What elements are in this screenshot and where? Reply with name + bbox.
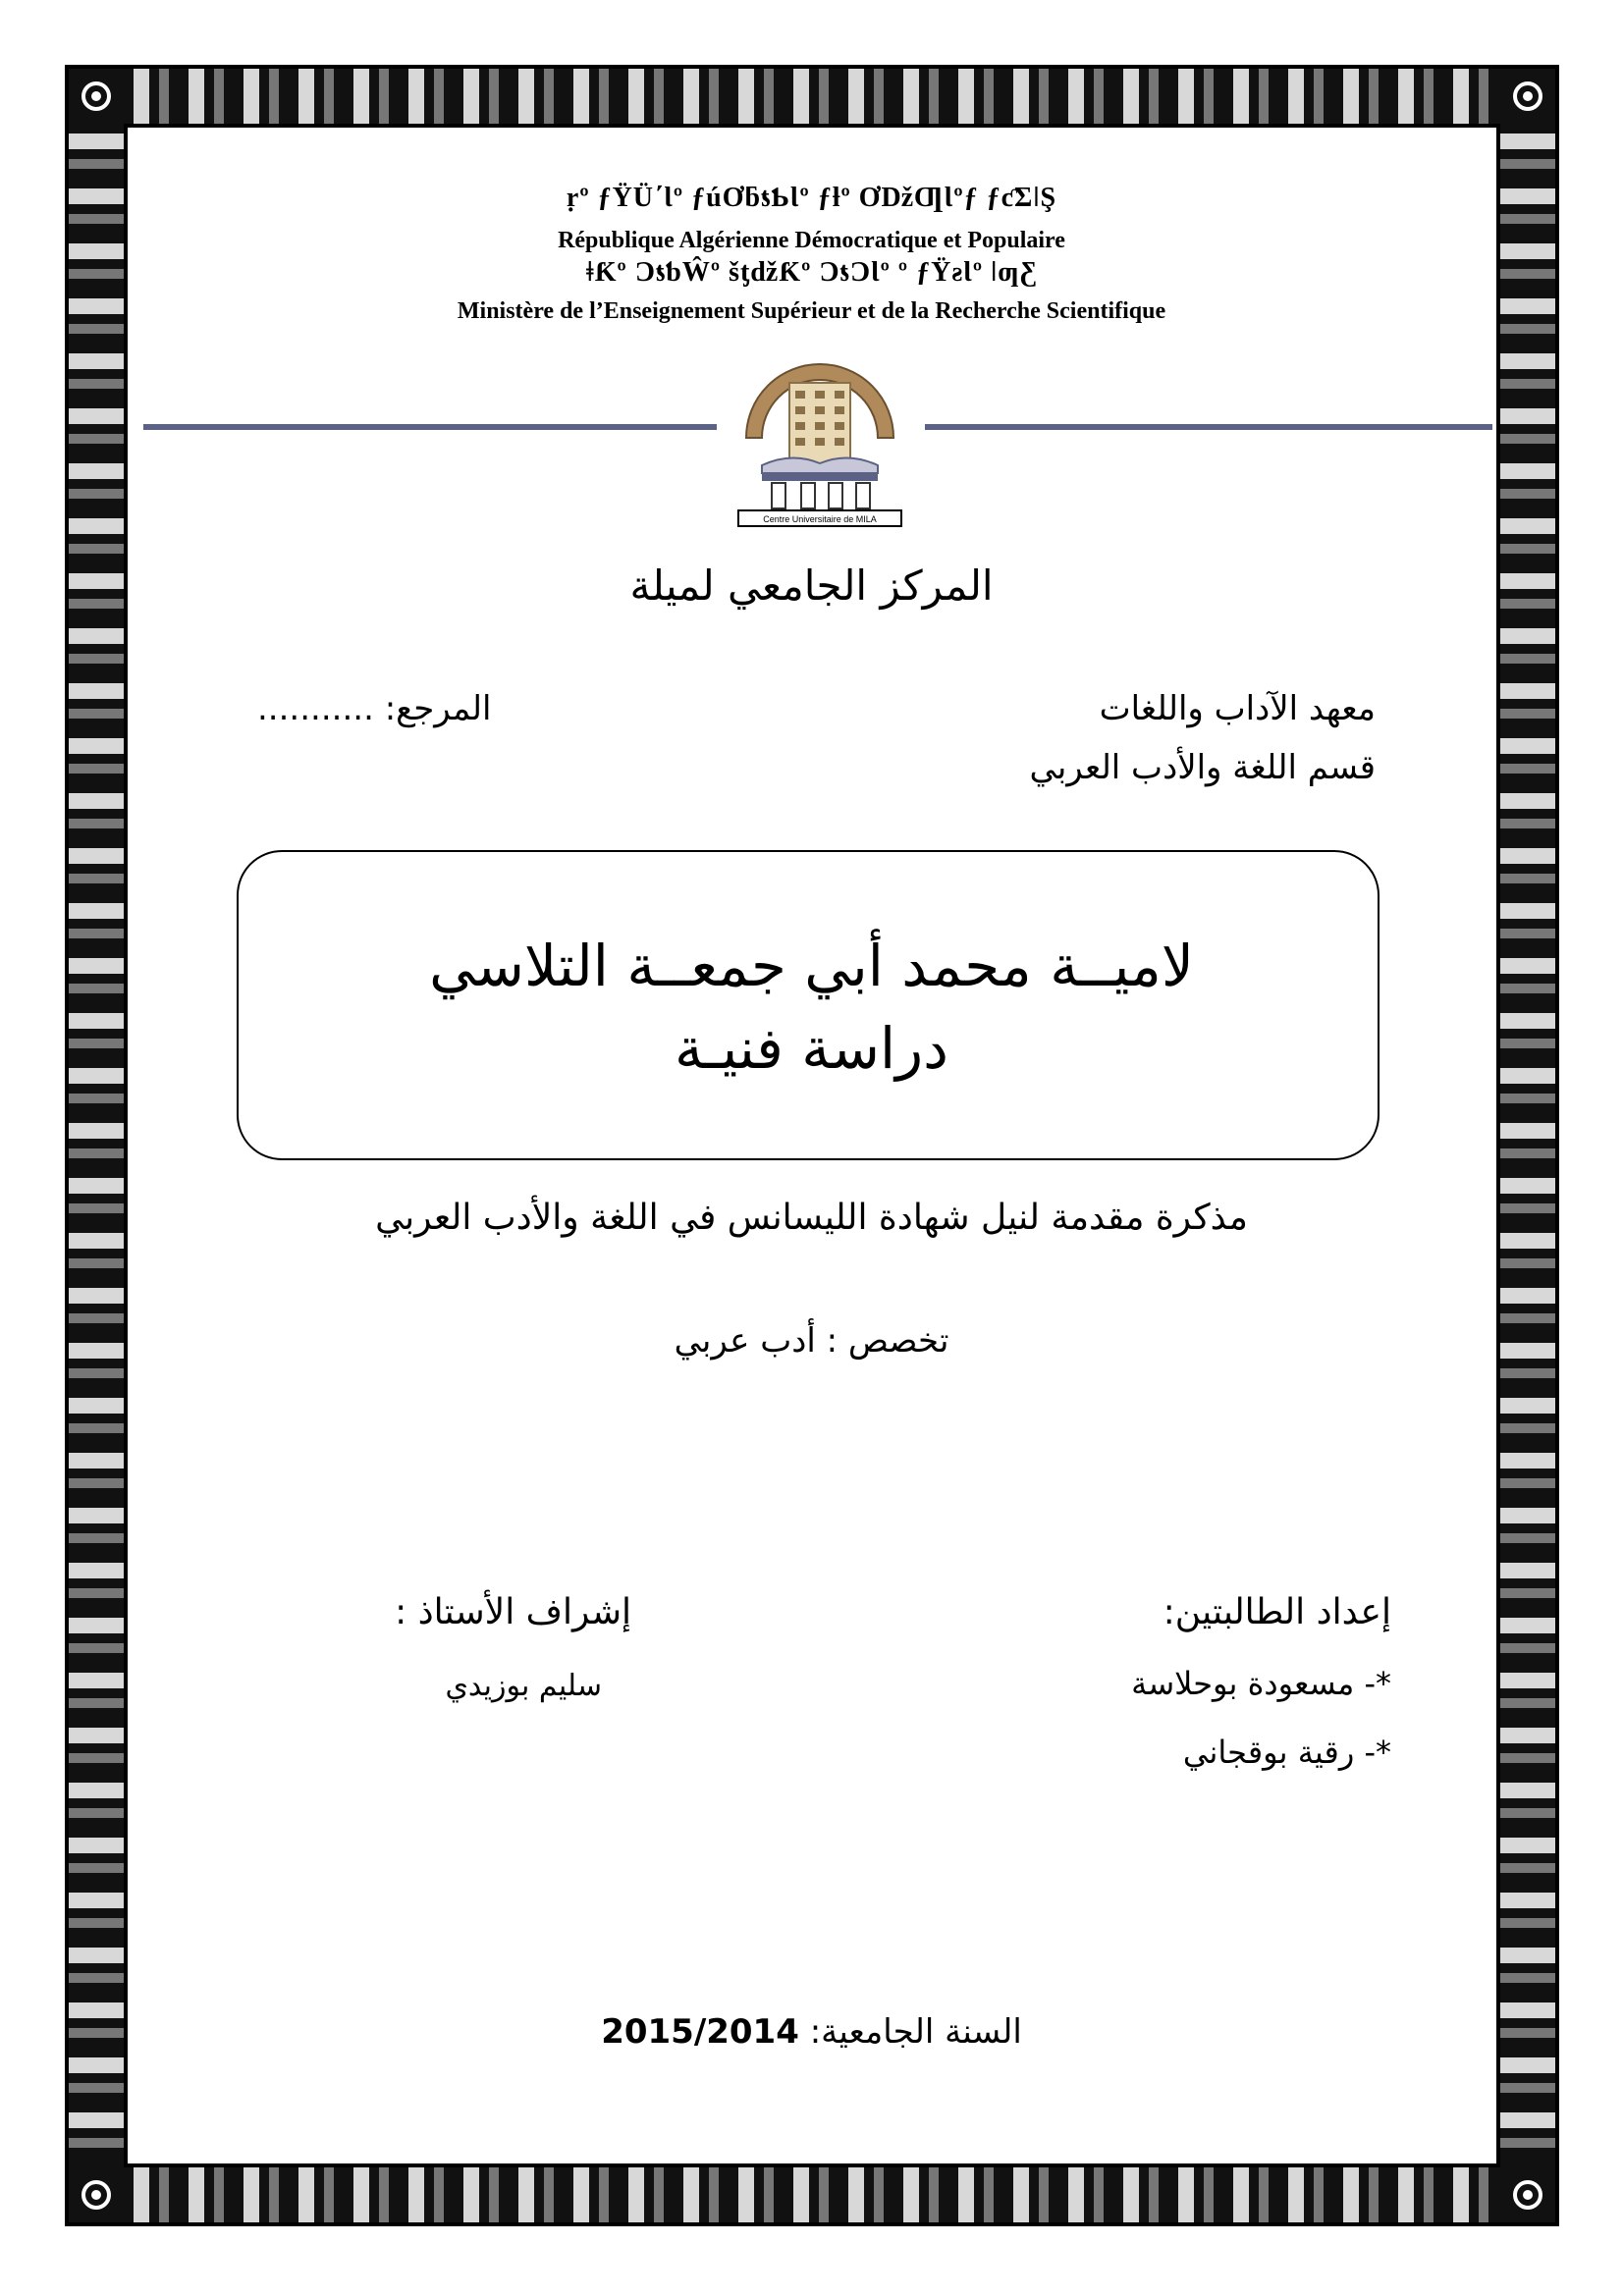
department-name: قسم اللغة والأدب العربي [1029,748,1376,787]
corner-ornament-icon [1500,2167,1555,2222]
republic-name-fr: République Algérienne Démocratique et Populaire [558,228,1065,253]
header-garbled-line-2: ǂƘº ƆƾƅŴº šƫǆƘº ƆƾƆƖº º ƒŸƨƖº ǀƣƸ [585,257,1038,288]
header-rule-left [143,424,717,430]
corner-ornament-icon [69,2167,124,2222]
corner-ornament-icon [69,69,124,124]
title-box [237,850,1380,1160]
student-name: *- مسعودة بوحلاسة [1131,1665,1391,1702]
thesis-title-line-1: لاميــة محمد أبي جمعــة التلاسي [429,933,1194,999]
student-name: *- رقية بوقجاني [1182,1734,1391,1771]
academic-year-label: السنة الجامعية: [809,2012,1022,2052]
institute-name: معهد الآداب واللغات [1099,689,1376,728]
supervisor-name: سليم بوزيدي [445,1669,602,1703]
specialty: تخصص : أدب عربي [674,1321,949,1361]
students-label: إعداد الطالبتين: [1163,1592,1391,1632]
thesis-title-line-2: دراسة فنيـة [675,1015,948,1082]
header-rule-right [925,424,1492,430]
header-garbled-line-1: ṛº ƒŸÜ΄Ɩº ƒúƠƃƾƄƖº ƒƚº ƠǅƢƖºƒ ƒƈƩǀŞ [566,183,1057,213]
university-building-logo-icon [732,344,907,528]
university-logo [732,344,907,528]
academic-year-value: 2015/2014 [601,2012,799,2052]
memo-description: مذكرة مقدمة لنيل شهادة الليسانس في اللغة والأدب العربي [375,1198,1248,1238]
logo-caption: Centre Universitaire de MILA [763,514,877,524]
reference-field: المرجع: ........... [257,689,492,728]
ministry-name-fr: Ministère de l’Enseignement Supérieur et de la Recherche Scientifique [457,298,1166,324]
center-name: المركز الجامعي لميلة [629,561,994,610]
academic-year [0,2012,1623,2052]
corner-ornament-icon [1500,69,1555,124]
supervisor-label: إشراف الأستاذ : [395,1592,631,1632]
